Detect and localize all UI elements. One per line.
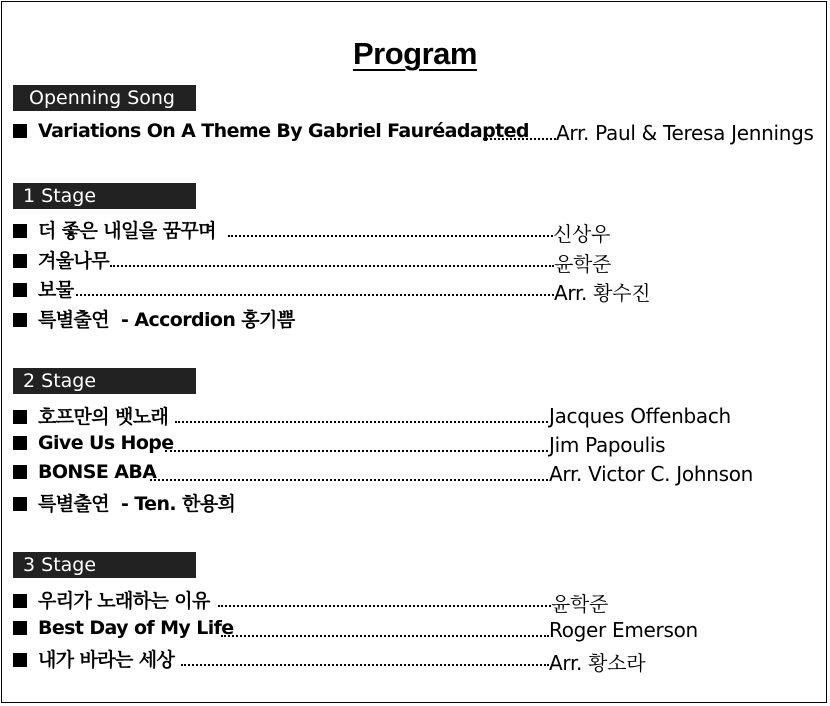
leader-dots xyxy=(483,138,556,140)
section-heading-1-stage: 1 Stage xyxy=(13,183,196,209)
bullet-square-icon xyxy=(13,589,38,615)
section-heading-3-stage: 3 Stage xyxy=(13,552,196,578)
leader-dots xyxy=(228,235,553,237)
program-item xyxy=(13,402,813,428)
program-item xyxy=(13,246,813,276)
piece-credit: Arr. Victor C. Johnson xyxy=(549,462,754,486)
leader-dots xyxy=(165,450,548,452)
bullet-square-icon xyxy=(13,648,38,674)
bullet-square-icon xyxy=(13,278,38,304)
piece-title: 더 좋은 내일을 꿈꾸며 xyxy=(38,220,216,242)
program-item xyxy=(13,586,813,616)
piece-title: 호프만의 뱃노래 xyxy=(38,406,169,428)
piece-credit: Jim Papoulis xyxy=(549,433,666,457)
piece-title: 우리가 노래하는 이유 xyxy=(38,590,210,612)
program-item xyxy=(13,275,813,305)
program-item xyxy=(13,216,813,246)
piece-title: Best Day of My Life xyxy=(38,617,234,639)
bullet-square-icon xyxy=(13,219,38,245)
piece-credit: 윤학준 xyxy=(554,252,612,276)
bullet-square-icon xyxy=(13,492,38,518)
bullet-square-icon xyxy=(13,460,38,486)
bullet-square-icon xyxy=(13,431,38,457)
piece-title: 특별출연 - Ten. 한용희 xyxy=(38,493,236,515)
leader-dots xyxy=(175,421,548,423)
piece-title: Give Us Hope xyxy=(38,432,174,454)
bullet-square-icon xyxy=(13,616,38,642)
bullet-square-icon xyxy=(13,249,38,275)
program-item xyxy=(13,645,813,675)
piece-credit: 윤학준 xyxy=(551,592,609,616)
bullet-square-icon xyxy=(13,308,38,334)
leader-dots xyxy=(76,294,554,296)
leader-dots xyxy=(181,664,549,666)
piece-credit: Arr. 황수진 xyxy=(554,281,651,305)
piece-title: BONSE ABA xyxy=(38,461,157,483)
program-item xyxy=(13,119,813,145)
program-item xyxy=(13,431,813,457)
piece-title: 겨울나무 xyxy=(38,250,110,272)
section-heading-2-stage: 2 Stage xyxy=(13,368,196,394)
program-item xyxy=(13,616,813,642)
piece-title: 보물 xyxy=(38,279,74,301)
program-title: Program xyxy=(353,36,477,71)
piece-credit: Arr. Paul & Teresa Jennings xyxy=(556,121,814,145)
program-item-special xyxy=(13,305,813,331)
piece-credit: Jacques Offenbach xyxy=(549,404,731,428)
piece-credit: 신상우 xyxy=(553,222,611,246)
piece-credit: Roger Emerson xyxy=(549,618,698,642)
program-item-special xyxy=(13,489,813,515)
program-item xyxy=(13,460,813,486)
leader-dots xyxy=(150,479,548,481)
piece-title: 특별출연 - Accordion 홍기쁨 xyxy=(38,309,295,331)
leader-dots xyxy=(221,635,549,637)
bullet-square-icon xyxy=(13,405,38,431)
piece-title: Variations On A Theme By Gabriel Fauréadapted xyxy=(38,120,529,142)
piece-credit: Arr. 황소라 xyxy=(549,651,646,675)
bullet-square-icon xyxy=(13,119,38,145)
section-heading-openning-song: Openning Song xyxy=(13,85,196,111)
leader-dots xyxy=(110,265,554,267)
leader-dots xyxy=(218,605,551,607)
piece-title: 내가 바라는 세상 xyxy=(38,649,175,671)
